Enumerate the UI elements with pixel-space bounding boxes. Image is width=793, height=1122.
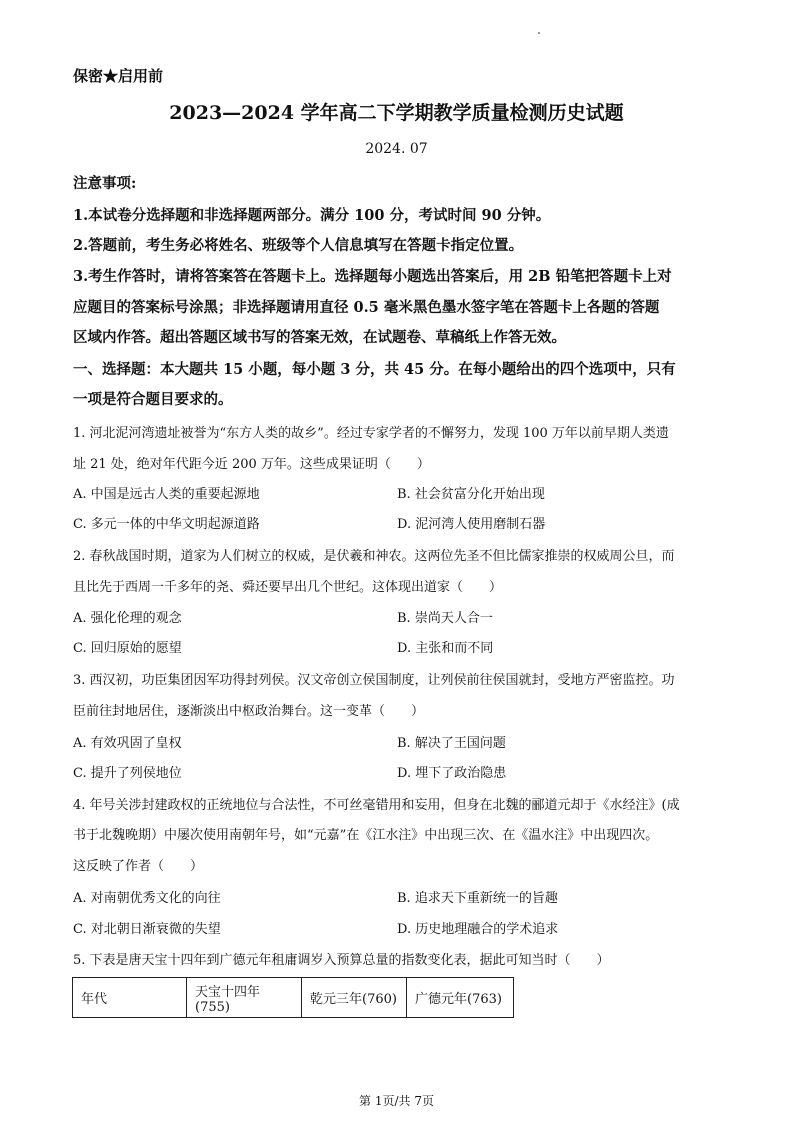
q4-option-d: D. 历史地理融合的学术追求 [397,922,559,937]
question-4-text: 书于北魏晚期）中屡次使用南朝年号，如“元嘉”在《江水注》中出现三次、在《温水注》中出现四次。 [73,828,659,843]
note-line: 3.考生作答时，请将答案答在答题卡上。选择题每小题选出答案后，用 2B 铅笔把答题卡上对 [73,268,672,285]
q1-option-c: C. 多元一体的中华文明起源道路 [73,517,260,532]
q2-option-d: D. 主张和而不同 [397,641,494,656]
q3-option-a: A. 有效巩固了皇权 [73,736,182,751]
question-3-text: 臣前往封地居住，逐渐淡出中枢政治舞台。这一变革（ ） [73,704,425,719]
section-heading: 一、选择题：本大题共 15 小题，每小题 3 分，共 45 分。在每小题给出的四个选项中，只有 [73,361,676,378]
question-3-text: 3. 西汉初，功臣集团因军功得封列侯。汉文帝创立侯国制度，让列侯前往侯国就封，受地方严密监控。功 [73,673,675,688]
note-line: 应题目的答案标号涂黑；非选择题请用直径 0.5 毫米黑色墨水签字笔在答题卡上各题的答题 [73,299,660,316]
q3-option-c: C. 提升了列侯地位 [73,766,182,781]
q2-option-b: B. 崇尚天人合一 [397,611,493,626]
table-cell: 乾元三年(760) [302,978,407,1018]
notes-heading: 注意事项: [73,175,137,192]
question-1-text: 址 21 处，绝对年代距今近 200 万年。这些成果证明（ ） [73,457,430,472]
note-line: 1.本试卷分选择题和非选择题两部分。满分 100 分，考试时间 90 分钟。 [73,207,551,224]
q1-option-d: D. 泥河湾人使用磨制石器 [397,517,546,532]
question-5-text: 5. 下表是唐天宝十四年到广德元年租庸调岁入预算总量的指数变化表，据此可知当时（ ） [73,953,610,968]
question-1-text: 1. 河北泥河湾遗址被誉为“东方人类的故乡”。经过专家学者的不懈努力，发现 100 万年以前早期人类遗 [73,426,669,441]
question-2-text: 2. 春秋战国时期，道家为人们树立的权威，是伏羲和神农。这两位先圣不但比儒家推崇的权威周公旦，而 [73,549,675,564]
table-row [73,978,514,1018]
data-table [72,977,514,1018]
q3-option-b: B. 解决了王国问题 [397,736,506,751]
table-cell: 天宝十四年(755) [187,978,302,1018]
section-heading-cont: 一项是符合题目要求的。 [73,391,233,408]
q2-option-c: C. 回归原始的愿望 [73,641,182,656]
page-title: 2023—2024 学年高二下学期教学质量检测历史试题 [169,102,624,124]
question-4-text: 4. 年号关涉封建政权的正统地位与合法性，不可丝毫错用和妄用，但身在北魏的郦道元却于《水经注》(成 [73,798,680,813]
confidential-label: 保密★启用前 [73,67,164,85]
note-line: 区域内作答。超出答题区域书写的答案无效，在试题卷、草稿纸上作答无效。 [73,329,566,346]
page-number: 第 1页/共 7页 [359,1094,434,1108]
note-line: 2.答题前，考生务必将姓名、班级等个人信息填写在答题卡指定位置。 [73,237,524,254]
q4-option-b: B. 追求天下重新统一的旨趣 [397,891,558,906]
table-cell: 年代 [73,978,187,1018]
q2-option-a: A. 强化伦理的观念 [73,611,182,626]
q1-option-a: A. 中国是远古人类的重要起源地 [73,487,260,502]
q4-option-c: C. 对北朝日渐衰微的失望 [73,922,221,937]
exam-date: 2024. 07 [365,141,428,157]
q4-option-a: A. 对南朝优秀文化的向往 [73,891,221,906]
q3-option-d: D. 埋下了政治隐患 [397,766,507,781]
scan-dot [538,32,540,34]
question-2-text: 且比先于西周一千多年的尧、舜还要早出几个世纪。这体现出道家（ ） [73,580,503,595]
table-cell: 广德元年(763) [407,978,514,1018]
q1-option-b: B. 社会贫富分化开始出现 [397,487,545,502]
question-4-text: 这反映了作者（ ） [73,859,204,874]
